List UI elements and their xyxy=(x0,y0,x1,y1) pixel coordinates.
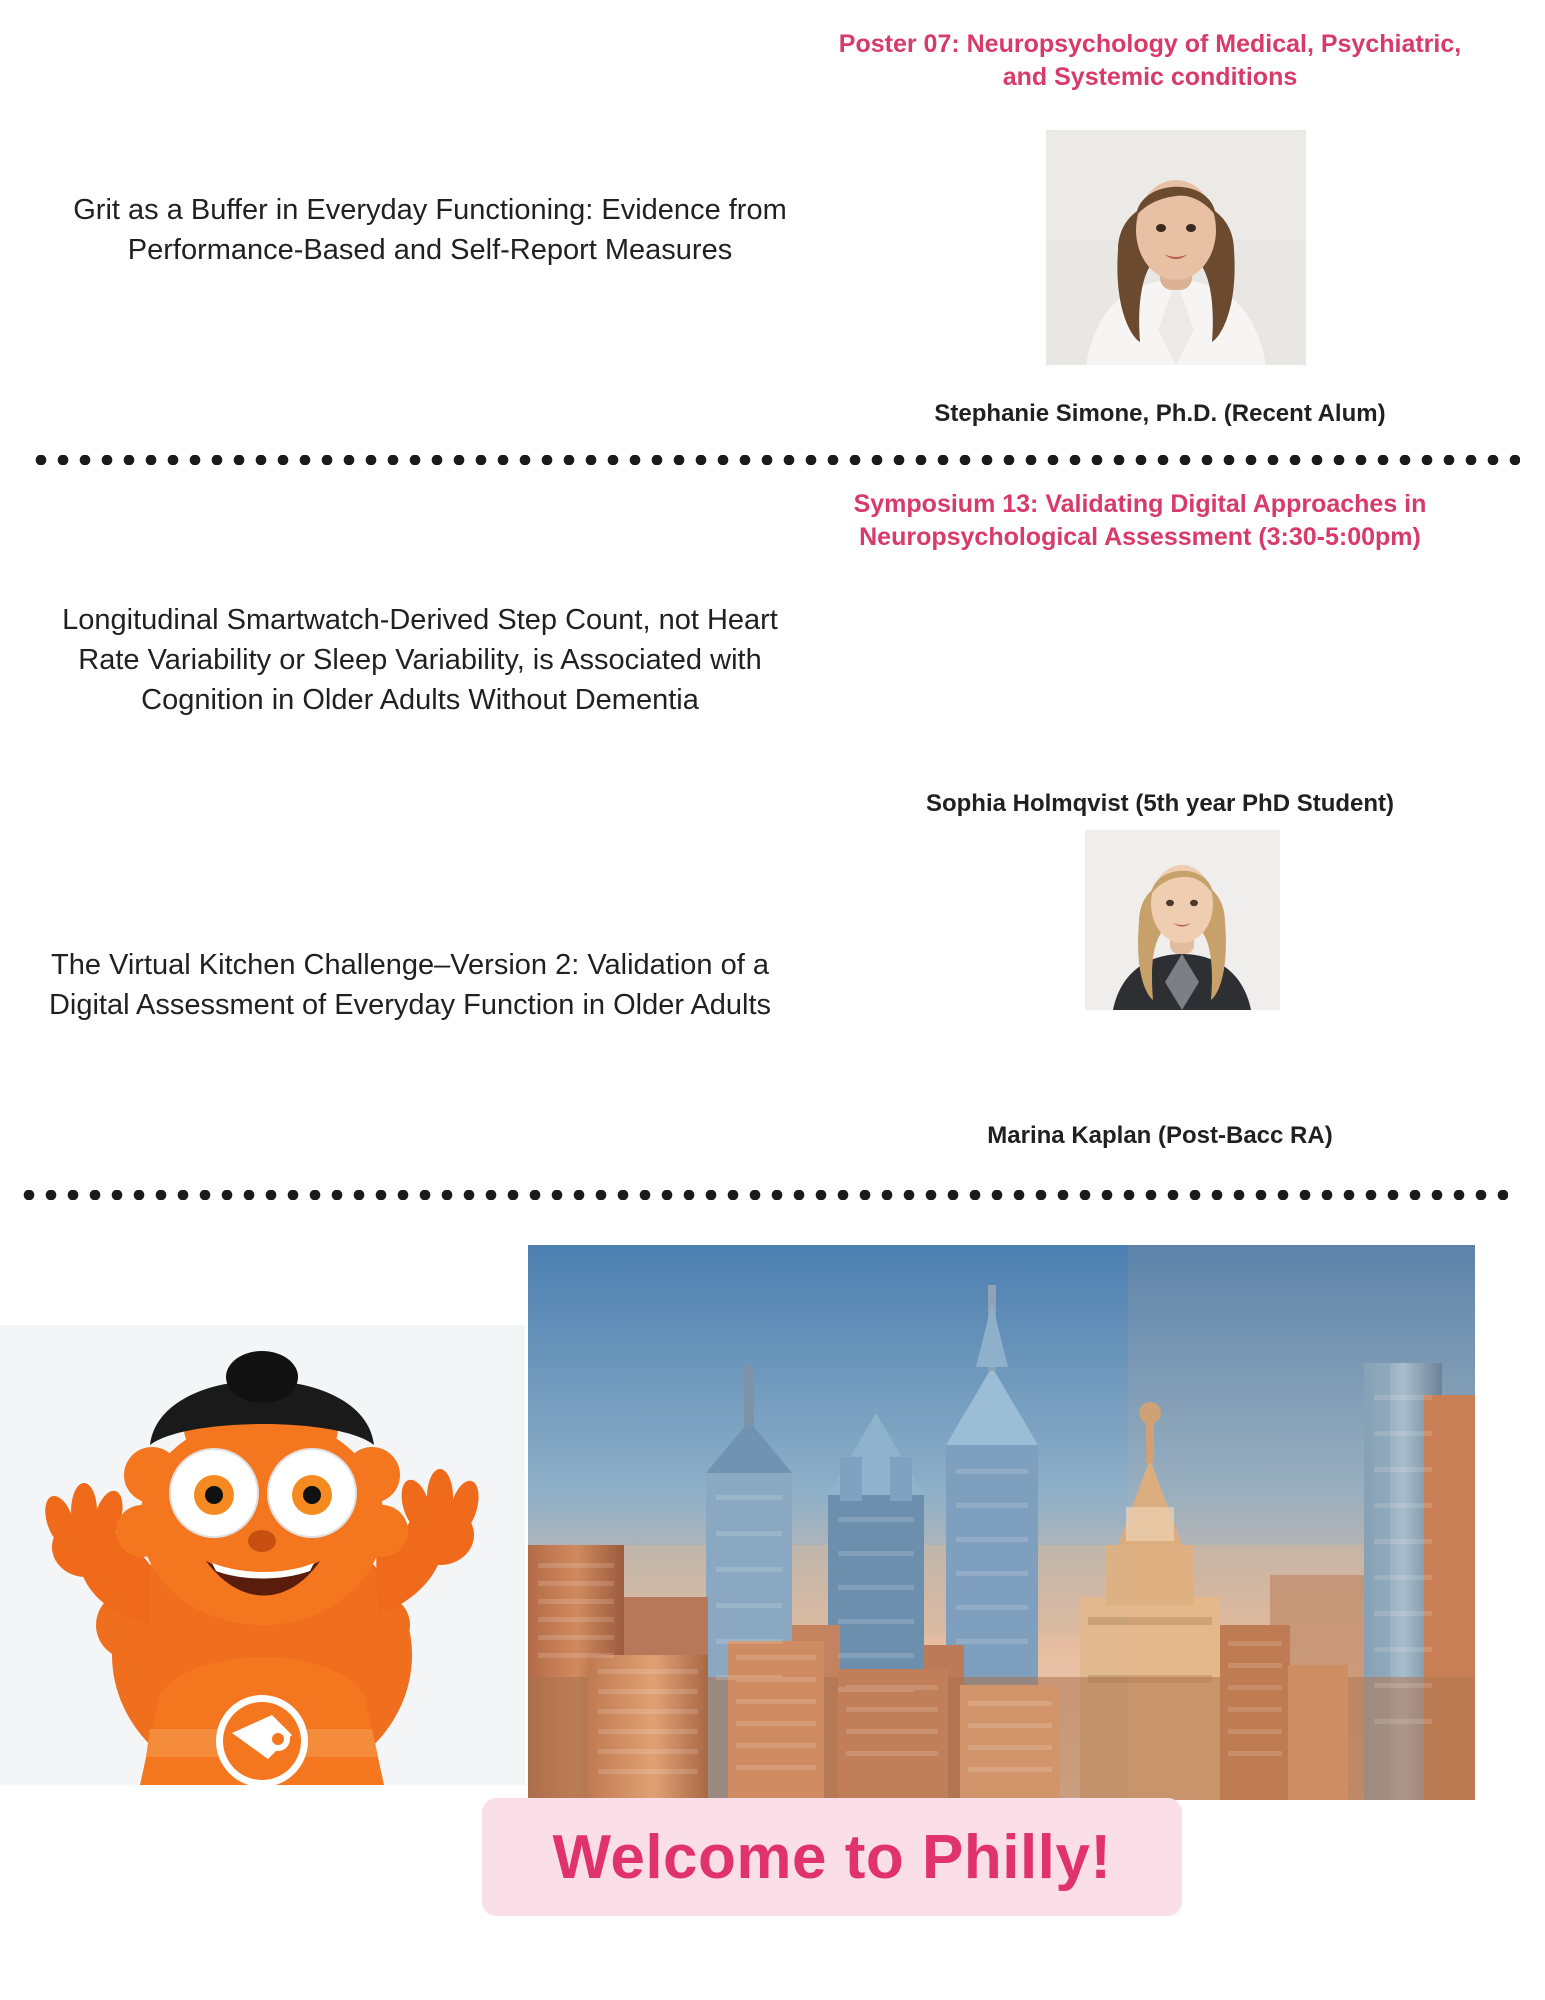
presentation-title-grit: Grit as a Buffer in Everyday Functioning: Evidence from Performance-Based and Self-Report Measures xyxy=(73,194,787,267)
sophia-holmqvist-headshot xyxy=(1085,830,1280,1010)
welcome-banner-text: Welcome to Philly! xyxy=(552,1822,1112,1892)
presentation-title-smartwatch: Longitudinal Smartwatch-Derived Step Count, not Heart Rate Variability or Sleep Variability, is Associated with Cognition in Older Adults Without Dementia xyxy=(62,604,778,717)
section-divider-2 xyxy=(18,1190,1508,1200)
gritty-mascot-photo xyxy=(0,1325,525,1785)
philadelphia-skyline-photo xyxy=(528,1245,1475,1800)
welcome-banner xyxy=(482,1798,1182,1916)
section-heading-symposium-13: Symposium 13: Validating Digital Approaches in Neuropsychological Assessment (3:30-5:00pm) xyxy=(853,490,1427,551)
presentation-title-virtual-kitchen: The Virtual Kitchen Challenge–Version 2: Validation of a Digital Assessment of Everyday Function in Older Adults xyxy=(48,949,772,1022)
section-divider-1 xyxy=(30,455,1520,465)
stephanie-simone-headshot xyxy=(1046,130,1306,365)
section-heading-poster-07: Poster 07: Neuropsychology of Medical, Psychiatric, and Systemic conditions xyxy=(838,30,1462,91)
presenter-name-stephanie-simone: Stephanie Simone, Ph.D. (Recent Alum) xyxy=(934,400,1386,427)
presenter-name-marina-kaplan: Marina Kaplan (Post-Bacc RA) xyxy=(987,1122,1333,1149)
presenter-name-sophia-holmqvist: Sophia Holmqvist (5th year PhD Student) xyxy=(925,790,1395,817)
